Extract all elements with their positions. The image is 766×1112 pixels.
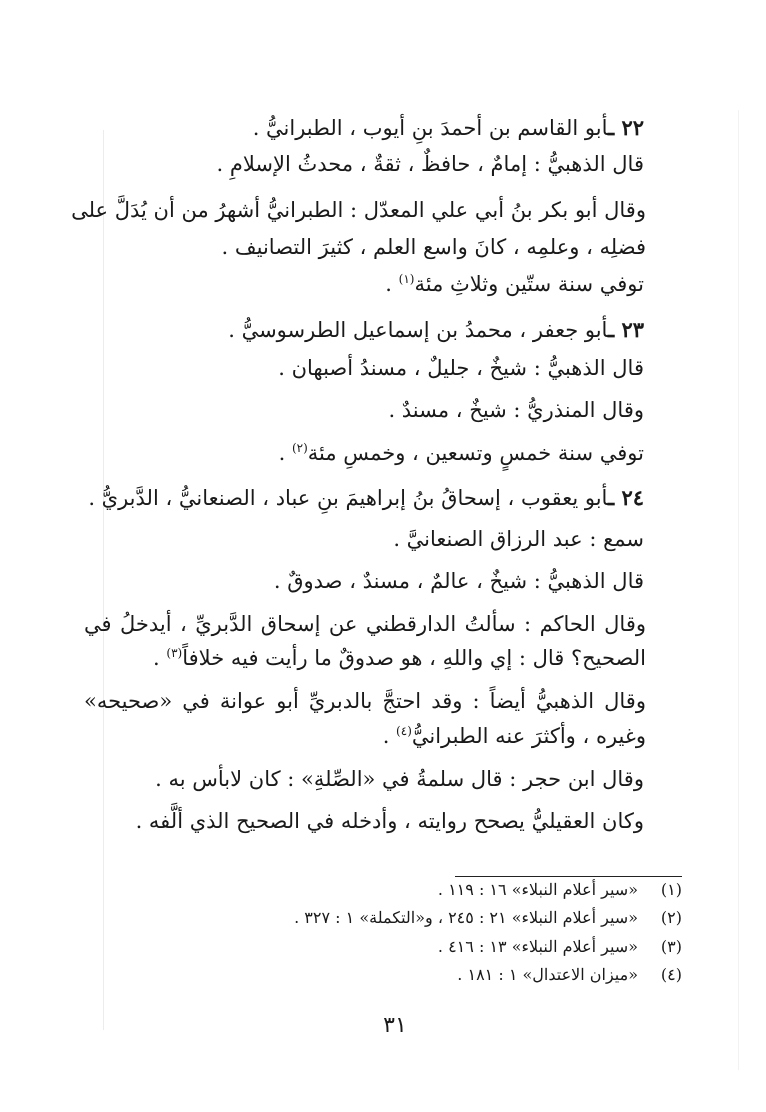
paragraph-line: وكان العقيليُّ يصحح روايته ، وأدخله في الصحيح الذي ألَّفه .: [135, 809, 644, 833]
page-number: ٣١: [383, 1013, 407, 1038]
entry-number: ٢٣ ـ: [607, 317, 644, 342]
entry-number: ٢٢ ـ: [607, 115, 644, 140]
footnote-ref: (٤): [396, 724, 412, 738]
footnote-text: «سير أعلام النبلاء» ٢١ : ٢٤٥ ، و«التكملة» ١ : ٣٢٧ .: [294, 908, 638, 927]
footnote-number: (٢): [660, 908, 682, 927]
entry-number: ٢٤ ـ: [607, 485, 644, 510]
paragraph-line: سمع : عبد الرزاق الصنعانيَّ .: [393, 527, 644, 551]
paragraph-line: وقال الحاكم : سألتُ الدارقطني عن إسحاق الدَّبريِّ ، أيدخلُ في: [84, 612, 646, 636]
paragraph-line: الصحيح؟ قال : إي واللهِ ، هو صدوقٌ ما رأيت فيه خلافاً$^{(٣)}$ .: [153, 646, 646, 670]
paragraph-line: وقال المنذريُّ : شيخٌ ، مسندٌ .: [388, 398, 644, 422]
footnote-text: «سير أعلام النبلاء» ١٦ : ١١٩ .: [437, 880, 638, 899]
paragraph-line: توفي سنة خمسٍ وتسعين ، وخمسِ مئة$^{(٢)}$ .: [278, 441, 644, 465]
footnote-ref: (٣): [166, 646, 183, 660]
footnote: [122, 905, 682, 931]
paragraph-line: قال الذهبيُّ : شيخٌ ، عالمٌ ، مسندٌ ، صدوقٌ .: [273, 569, 644, 593]
paragraph-line: توفي سنة ستّين وثلاثِ مئة$^{(١)}$ .: [385, 272, 644, 296]
footnote: [122, 962, 682, 988]
footnote: [122, 877, 682, 903]
footnote-ref: (٢): [291, 441, 308, 455]
paragraph-line: قال الذهبيُّ : إمامٌ ، حافظٌ ، ثقةٌ ، محدثُ الإسلامِ .: [216, 152, 644, 176]
footnote-number: (٣): [660, 937, 682, 956]
paragraph-line: وقال الذهبيُّ أيضاً : وقد احتجَّ بالدبريِّ أبو عوانة في «صحيحه»: [84, 689, 646, 713]
paragraph-line: فضلِه ، وعلمِه ، كانَ واسع العلم ، كثيرَ التصانيف .: [221, 235, 646, 259]
footnote: [122, 934, 682, 960]
footnote-text: «سير أعلام النبلاء» ١٣ : ٤١٦ .: [437, 937, 638, 956]
footnote-number: (١): [660, 880, 682, 899]
paragraph-line: وقال ابن حجر : قال سلمةُ في «الصِّلةِ» : كان لابأس به .: [155, 767, 644, 791]
entry-heading: ٢٤ ـأبو يعقوب ، إسحاقُ بنُ إبراهيمَ بنِ عباد ، الصنعانيُّ ، الدَّبريُّ .: [88, 485, 644, 510]
footnote-number: (٤): [660, 965, 682, 984]
paragraph-line: وغيره ، وأكثرَ عنه الطبرانيُّ$^{(٤)}$ .: [382, 724, 646, 748]
footnote-ref: (١): [398, 272, 415, 286]
paragraph-line: قال الذهبيُّ : شيخٌ ، جليلٌ ، مسندُ أصبهان .: [278, 356, 644, 380]
entry-heading: ٢٢ ـأبو القاسم بن أحمدَ بنِ أيوب ، الطبرانيُّ .: [252, 115, 644, 140]
entry-heading: ٢٣ ـأبو جعفر ، محمدُ بن إسماعيل الطرسوسيُّ .: [228, 317, 644, 342]
footnote-text: «ميزان الاعتدال» ١ : ١٨١ .: [457, 965, 638, 984]
paragraph-line: وقال أبو بكر بنُ أبي علي المعدّل : الطبرانيُّ أشهرُ من أن يُدَلَّ على: [71, 198, 646, 222]
scan-margin-line-right: [738, 110, 739, 1070]
